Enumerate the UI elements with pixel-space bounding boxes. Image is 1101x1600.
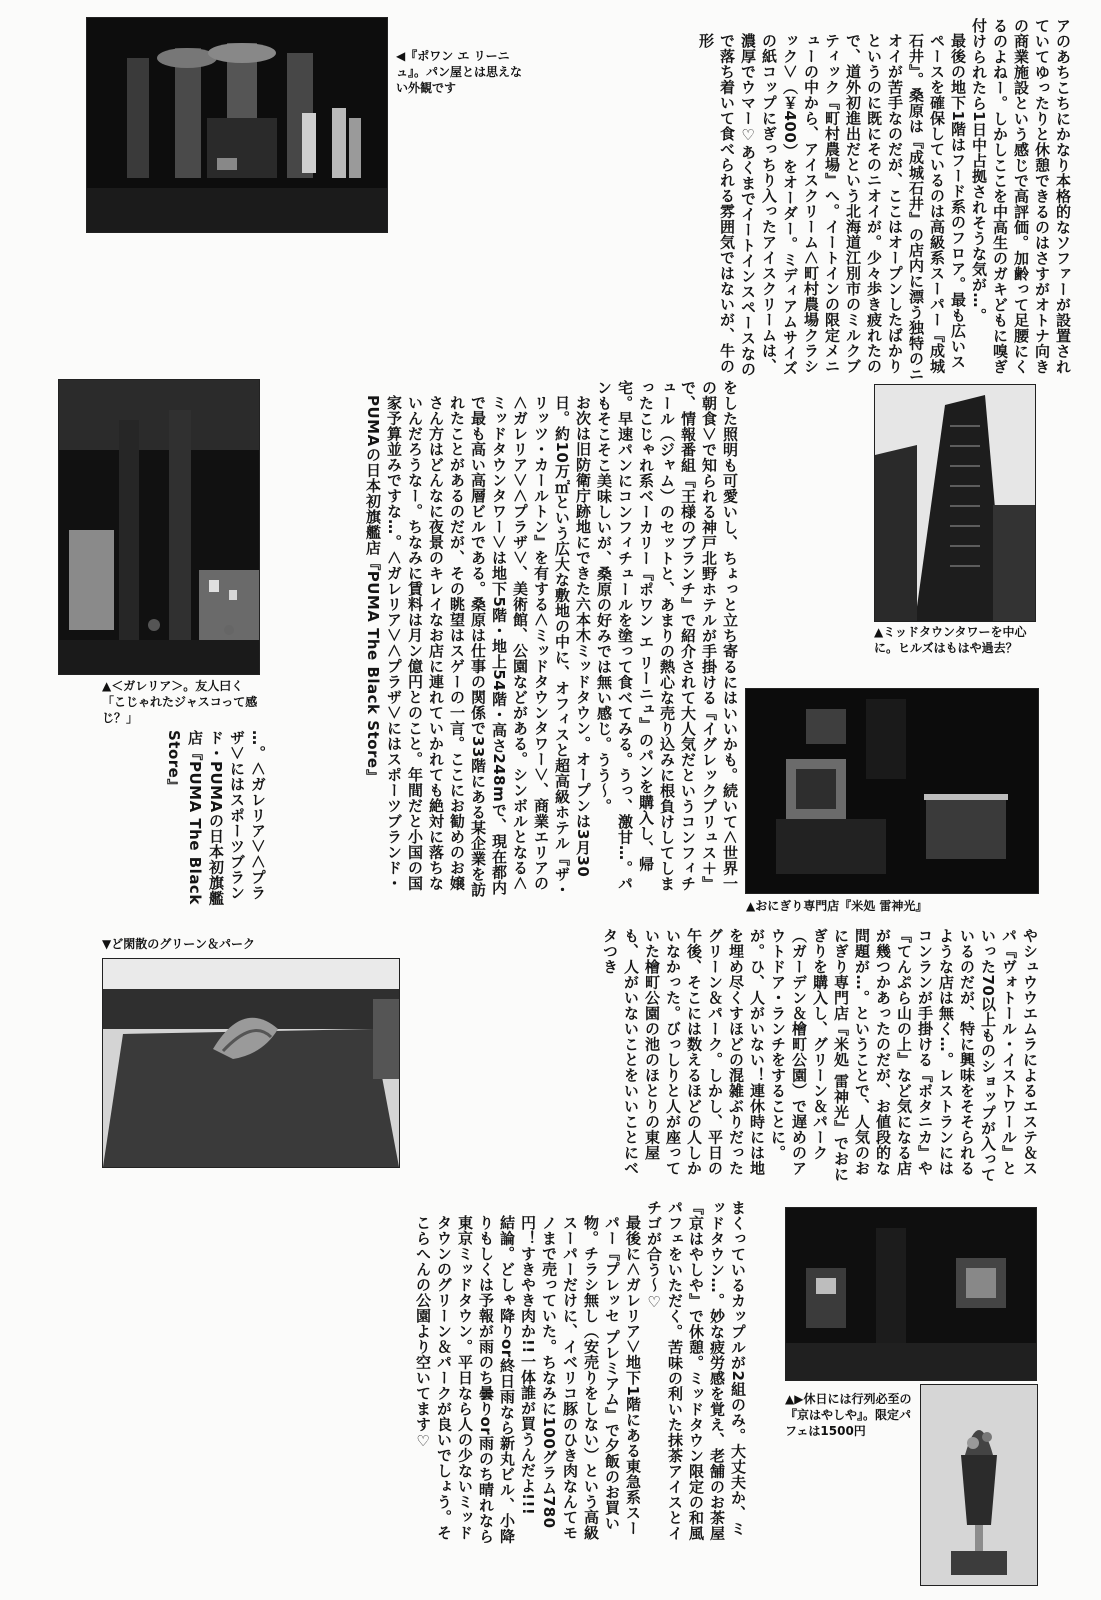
caption-galleria: ▲＜ガレリア＞。友人曰く「こじゃれたジャスコって感じ？」 bbox=[102, 679, 258, 725]
tower-image bbox=[875, 385, 1035, 621]
hayashiya-interior-image bbox=[786, 1208, 1036, 1380]
photo-onigiri-shop bbox=[745, 688, 1039, 894]
paragraph: …。＜ガレリア＞＜プラザ＞にはスポーツブランド・PUMAの日本初旗艦店『PUMA The Black Store』 bbox=[165, 730, 267, 906]
onigiri-shop-image bbox=[746, 689, 1038, 893]
photo-hayashiya-interior bbox=[785, 1207, 1037, 1381]
article-column-top bbox=[423, 18, 1073, 384]
photo-midtown-tower bbox=[874, 384, 1036, 622]
article-column-bottom bbox=[98, 1200, 748, 1550]
paragraph: まくっているカップルが2組のみ。大丈夫か、ミッドタウン…。妙な疲労感を覚え、老舗のお茶屋『京はやしや』で休憩。ミッドタウン限定の和風パフェをいただく。苦味の利いた抹茶アイスとイチゴが合う～♡ bbox=[645, 1200, 747, 1541]
paragraph: 最後に＜ガレリア＞地下1階にある東急系スーパー『プレッセ プレミアム』で夕飯のお買い物。チラシ無し（安売りをしない）という高級スーパーだけに、イベリコ豚のひき肉なんてモノまで売っていた。ちなみに100グラム780円！すきやき肉か!!一体誰が買うんだよ!!! bbox=[519, 1215, 642, 1541]
paragraph: お次は旧防衛庁跡地にできた六本木ミッドタウン。オープンは3月30日。約10万㎡という広大な敷地の中に、オフィスと超高級ホテル『ザ・リッツ・カールトン』を有する＜ミッドタウンタワー＞、商業エリアの＜ガレリア＞＜プラザ＞、美術館、公園などがある。シンボルとなる＜ミッドタウンタワー＞は地下5階・地上54階・高さ248mで、現在都内で最も高い高層ビルである。桑原は仕事の関係で33階にある某企業を訪れたことがあるのだが、その眺望はスゲーの一言。ここにお勧めのお嬢さん方はどんなに夜景のキレイなお店に連れていかれても絶対に落ちないんだろうなー。ちなみに賃料は月ン億円とのこと。年間だと小国の国家予算並みですな…。＜ガレリア＞＜プラザ＞にはスポーツブランド・PUMAの日本初旗艦店『PUMA The Black Store』 bbox=[364, 395, 592, 898]
galleria-image bbox=[59, 380, 259, 674]
paragraph: 最後の地下1階はフード系のフロア。最も広いスペースを確保しているのは高級系スーパー『成城石井』。桑原は『成城石井』の店内に漂う独特のニオイが苦手なのだが、ここはオープンしたばかりというのに既にそのニオイが。少々歩き疲れたので、道外初進出だという北海道江別市のミルクブティック『町村農場』へ。イートインの限定メニューの中から、アイスクリーム＜町村農場クラシック＞（￥400）をオーダー。ミディアムサイズの紙コップにぎっちり入ったアイスクリームは、濃厚でウマー♡あくまでイートインスペースなので落ち着いて食べられる雰囲気ではないが、牛の形 bbox=[697, 33, 967, 382]
bakery-storefront-image bbox=[87, 18, 387, 232]
photo-parfait bbox=[920, 1384, 1038, 1586]
green-park-image bbox=[103, 959, 399, 1167]
caption-tower: ▲ミッドタウンタワーを中心に。ヒルズはもはや過去？ bbox=[874, 625, 1027, 655]
article-column-puma bbox=[96, 730, 268, 910]
photo-green-park bbox=[102, 958, 400, 1168]
parfait-image bbox=[921, 1385, 1037, 1585]
caption-hayashiya: ▲▶休日には行列必至の『京はやしや』。限定パフェは1500円 bbox=[785, 1392, 912, 1438]
photo-bakery-storefront bbox=[86, 17, 388, 233]
paragraph: 結論。どしゃ降りor終日雨なら新丸ビル、小降りもしくは予報が雨のち曇りor雨のち晴れなら東京ミッドタウン。平日なら人の少ないミッドタウンのグリーン＆パークが良いでしょう。そこらへんの公園より空いてます♡ bbox=[414, 1215, 516, 1544]
article-column-middle bbox=[268, 380, 740, 900]
caption-onigiri: ▲おにぎり専門店『米処 雷神光』 bbox=[746, 899, 928, 913]
photo-galleria bbox=[58, 379, 260, 675]
caption-bakery: ◀『ポワン エ リーニュ』。パン屋とは思えない外観です bbox=[396, 49, 523, 95]
paragraph: アのあちこちにかなり本格的なソファーが設置されていてゆったりと休憩できるのはさすがオトナ向きの商業施設という感じで高評価。加齢って足腰にくるのよねー。しかしここを中高生のガキどもに嗅ぎ付けられたら1日中占拠されそうな気が…。 bbox=[970, 18, 1072, 375]
article-column-lower bbox=[410, 928, 1040, 1186]
paragraph: やシュウウエムラによるエステ＆スパ『ヴォトール・イストワール』といった70以上ものショップが入っているのだが、特に興味をそそられるような店は無く…。レストランにはコンランが手掛ける『ボタニカ』や『てんぷら山の上』など気になる店が幾つかあったのだが、お値段的な問題が…。ということで、人気のおにぎり専門店『米処 雷神光』でおにぎりを購入し、グリーン＆パーク（ガーデン＆檜町公園）で遅めのアウトドア・ランチをすることに。が。ひ、人がいない！連休時には地を埋め尽くすほどの混雑ぶりだったグリーン＆パーク。しかし、平日の午後、そこには数えるほどの人しかいなかった。びっしりと人が座っていた檜町公園の池のほとりの東屋も、人がいないことをいいことにベタつき bbox=[601, 928, 1039, 1183]
caption-green-park: ▼ど閑散のグリーン＆パーク bbox=[102, 937, 255, 951]
paragraph: をした照明も可愛いし、ちょっと立ち寄るにはいいかも。続いて＜世界一の朝食＞で知られる神戸北野ホテルが手掛ける『イグレックプリュス＋』で、情報番組『王様のブランチ』で紹介されて大人気だというコンフィチュール（ジャム）のセットと、あまりの熱心な売り込みに根負けしてしまったこじゃれ系ベーカリー『ポワン エ リーニュ』のパンを購入し、帰宅。早速パンにコンフィチュールを塗って食べてみる。うっ、激甘…。パンもそこそこ美味しいが、桑原の好みでは無い感じ。うう～。 bbox=[595, 380, 739, 892]
